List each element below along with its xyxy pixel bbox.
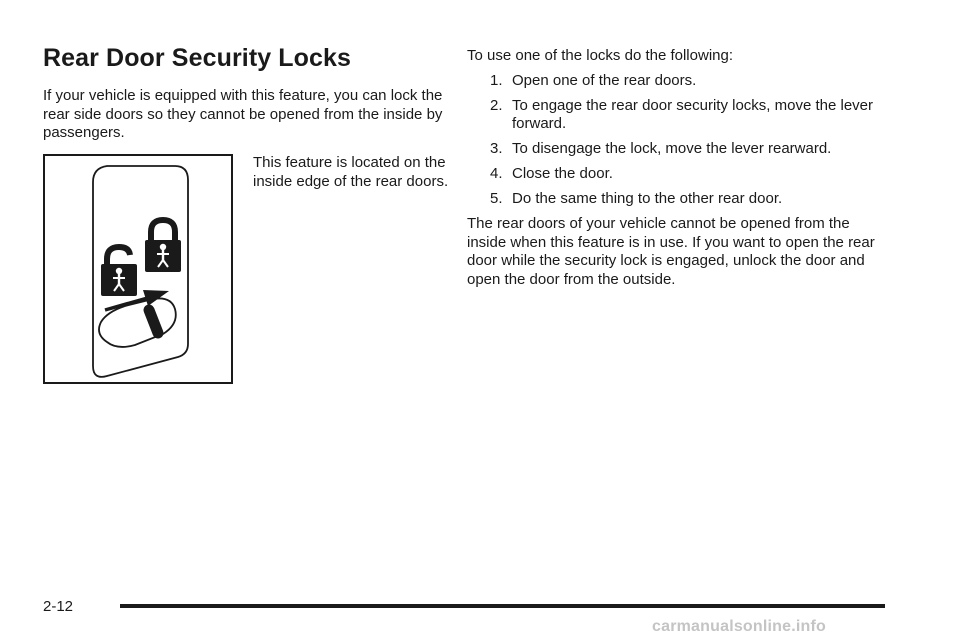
list-item: 1. Open one of the rear doors.	[490, 71, 697, 89]
closing-paragraph: The rear doors of your vehicle cannot be opened from the inside when this feature is in use. If you want to open the rear door while the security lock is engaged, unlock the door and open the door from the outside.	[467, 215, 875, 288]
locked-child-icon	[145, 220, 181, 272]
lock-lever	[99, 298, 176, 346]
intro-paragraph: If your vehicle is equipped with this feature, you can lock the rear side doors so they cannot be opened from the inside by passengers.	[43, 87, 443, 141]
list-item: 3. To disengage the lock, move the lever rearward.	[490, 140, 832, 157]
list-item: 5. Do the same thing to the other rear door.	[490, 190, 783, 207]
unlocked-child-icon	[101, 247, 137, 296]
section-title: Rear Door Security Locks	[43, 44, 352, 72]
instructions-column	[467, 47, 887, 289]
steps-list	[467, 72, 887, 209]
security-lock-illustration	[43, 154, 233, 384]
watermark: carmanualsonline.info	[652, 618, 827, 635]
footer-rule	[120, 604, 885, 608]
illustration-caption: This feature is located on the inside edge of the rear doors.	[253, 154, 449, 190]
list-item: 2. To engage the rear door security locks, move the lever forward.	[490, 96, 874, 132]
page-number: 2-12	[43, 598, 74, 615]
list-item: 4. Close the door.	[490, 165, 613, 182]
instructions-lead: To use one of the locks do the following:	[467, 47, 734, 64]
